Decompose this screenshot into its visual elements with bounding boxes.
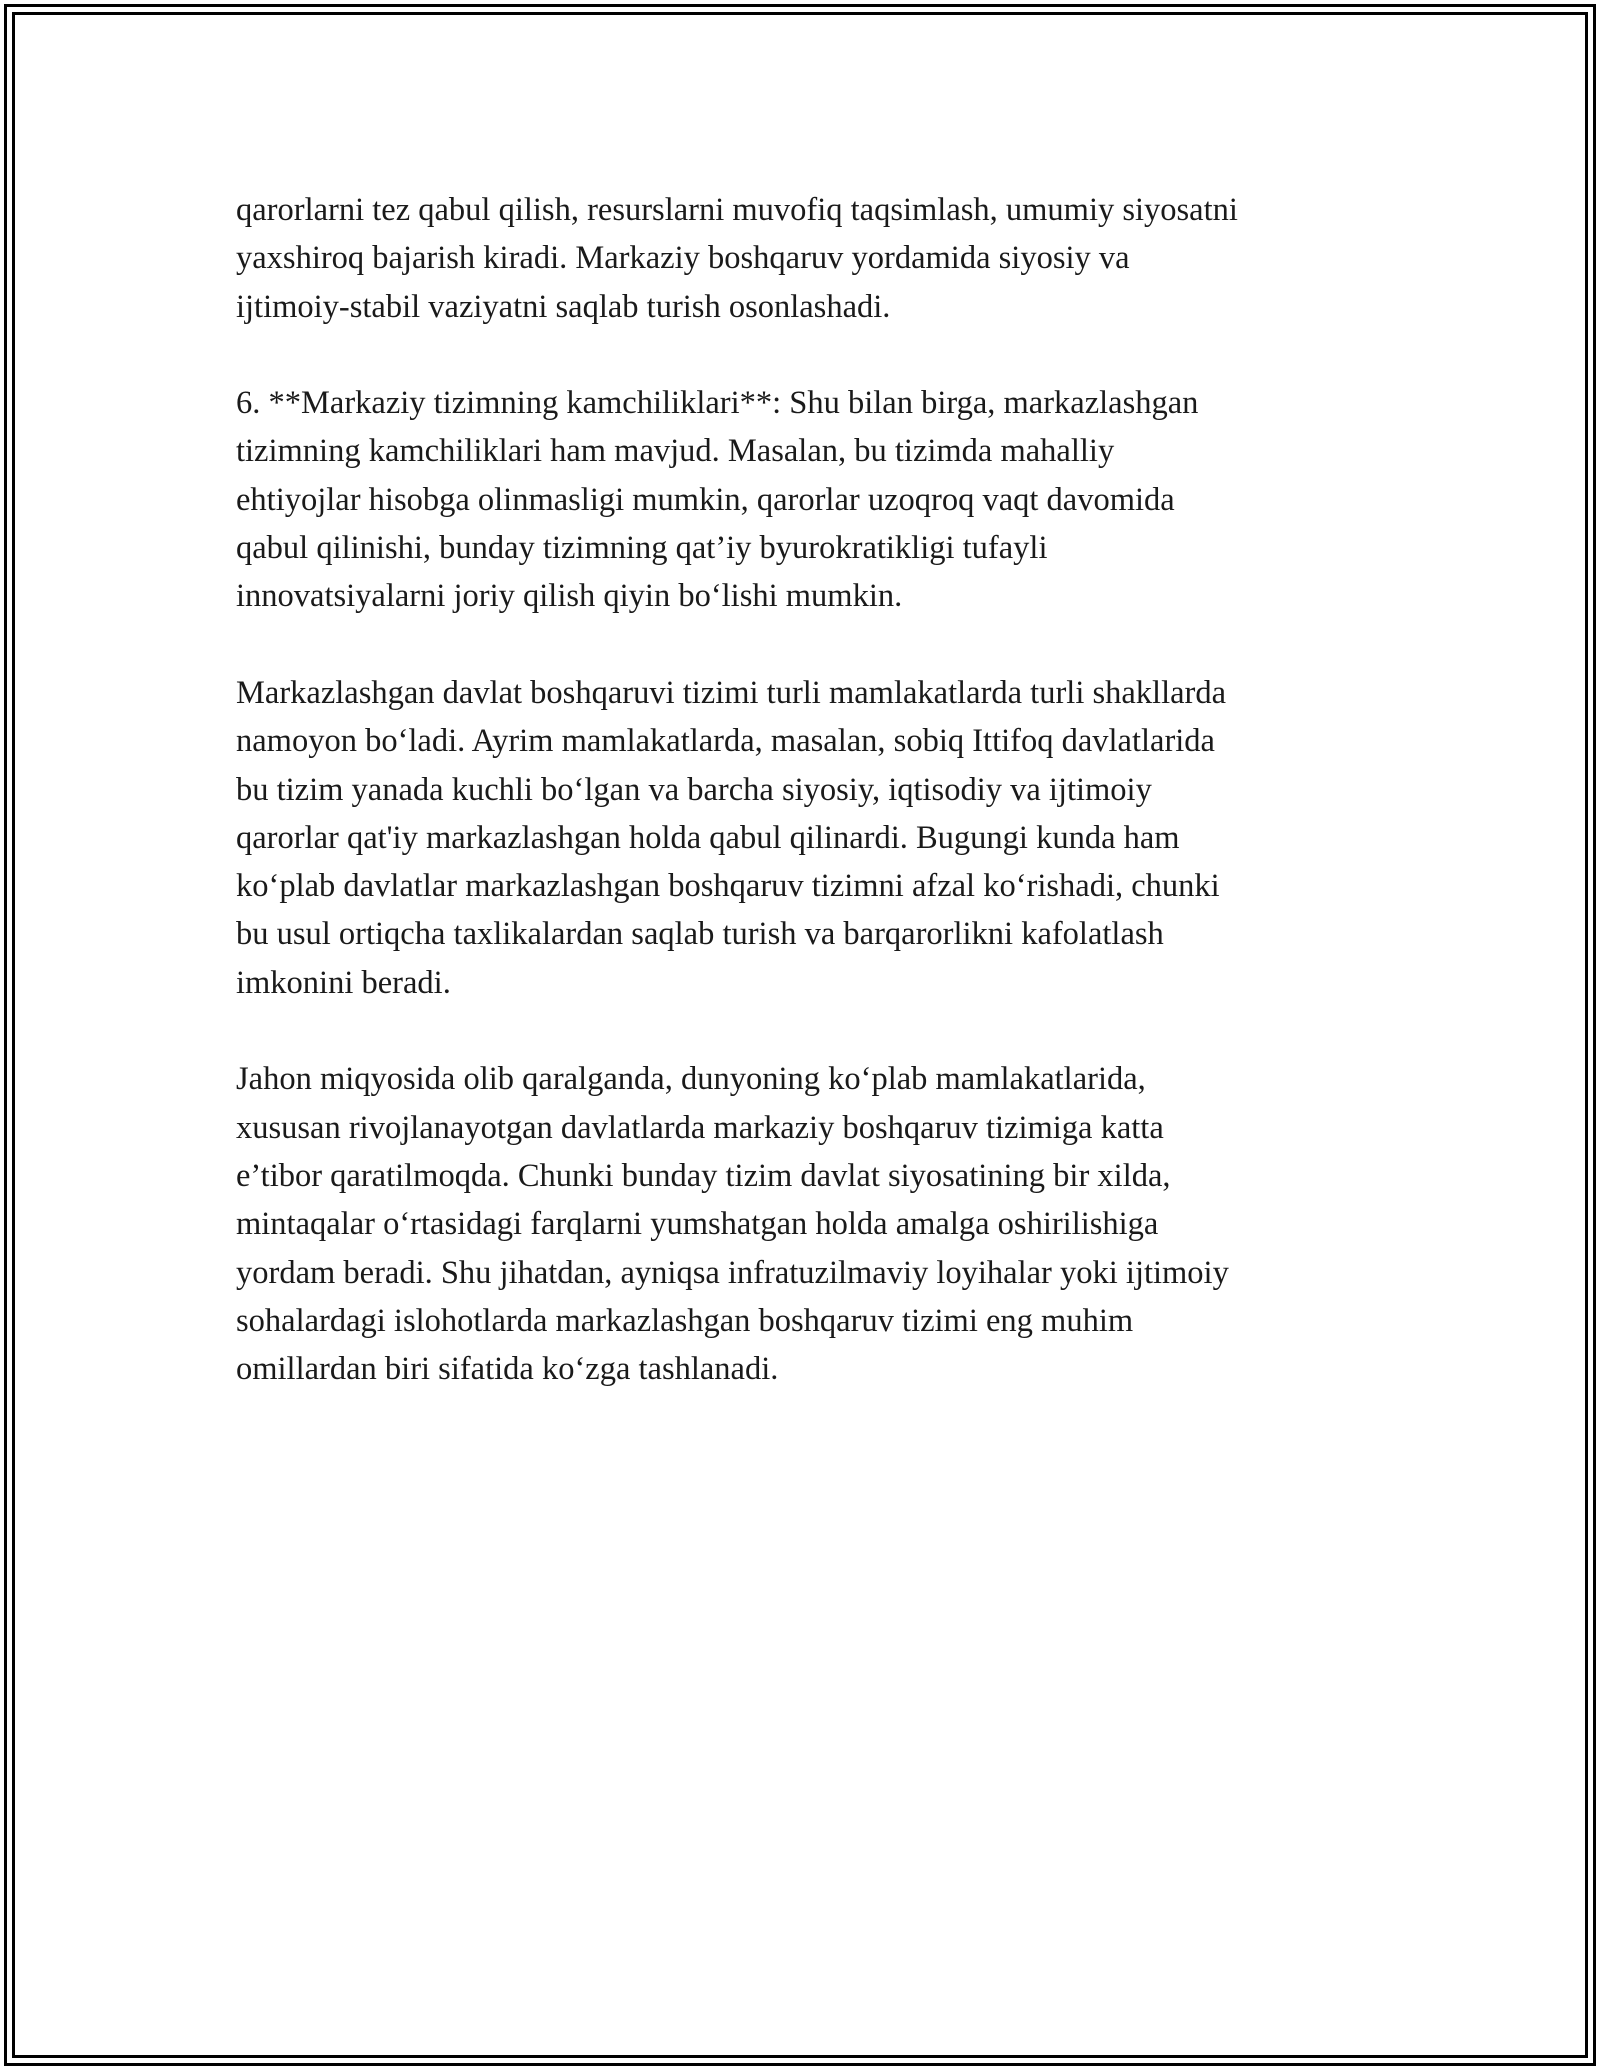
paragraph-country-forms: Markazlashgan davlat boshqaruvi tizimi turli mamlakatlarda turli shakllarda namoyon boʻladi. Ayrim mamlakatlarda, masalan, sobiq Ittifoq davlatlarida bu tizim yanada kuchli boʻlgan va barcha siyosiy, iqtisodiy va ijtimoiy qarorlar qat'iy markazlashgan holda qabul qilinardi. Bugungi kunda ham koʻplab davlatlar markazlashgan boshqaruv tizimni afzal koʻrishadi, chunki bu usul ortiqcha taxlikalardan saqlab turish va barqarorlikni kafolatlash imkonini beradi. bbox=[236, 674, 1227, 1001]
paragraph-global-perspective: Jahon miqyosida olib qaralganda, dunyoning koʻplab mamlakatlarida, xususan rivojlanayotgan davlatlarda markaziy boshqaruv tizimiga katta e’tibor qaratilmoqda. Chunki bunday tizim davlat siyosatining bir xilda, mintaqalar oʻrtasidagi farqlarni yumshatgan holda amalga oshirilishiga yordam beradi. Shu jihatdan, ayniqsa infratuzilmaviy loyihalar yoki ijtimoiy sohalardagi islohotlarda markazlashgan boshqaruv tizimi eng muhim omillardan biri sifatida koʻzga tashlanadi. bbox=[236, 1061, 1229, 1388]
paragraph-disadvantages: 6. **Markaziy tizimning kamchiliklari**: Shu bilan birga, markazlashgan tizimning kamchiliklari ham mavjud. Masalan, bu tizimda mahalliy ehtiyojlar hisobga olinmasligi mumkin, qarorlar uzoqroq vaqt davomida qabul qilinishi, bunday tizimning qat’iy byurokratikligi tufayli innovatsiyalarni joriy qilish qiyin boʻlishi mumkin. bbox=[236, 385, 1199, 615]
document-body bbox=[236, 186, 1376, 1442]
paragraph-advantages-continued: qarorlarni tez qabul qilish, resurslarni muvofiq taqsimlash, umumiy siyosatni yaxshiroq bajarish kiradi. Markaziy boshqaruv yordamida siyosiy va ijtimoiy-stabil vaziyatni saqlab turish osonlashadi. bbox=[236, 192, 1238, 325]
